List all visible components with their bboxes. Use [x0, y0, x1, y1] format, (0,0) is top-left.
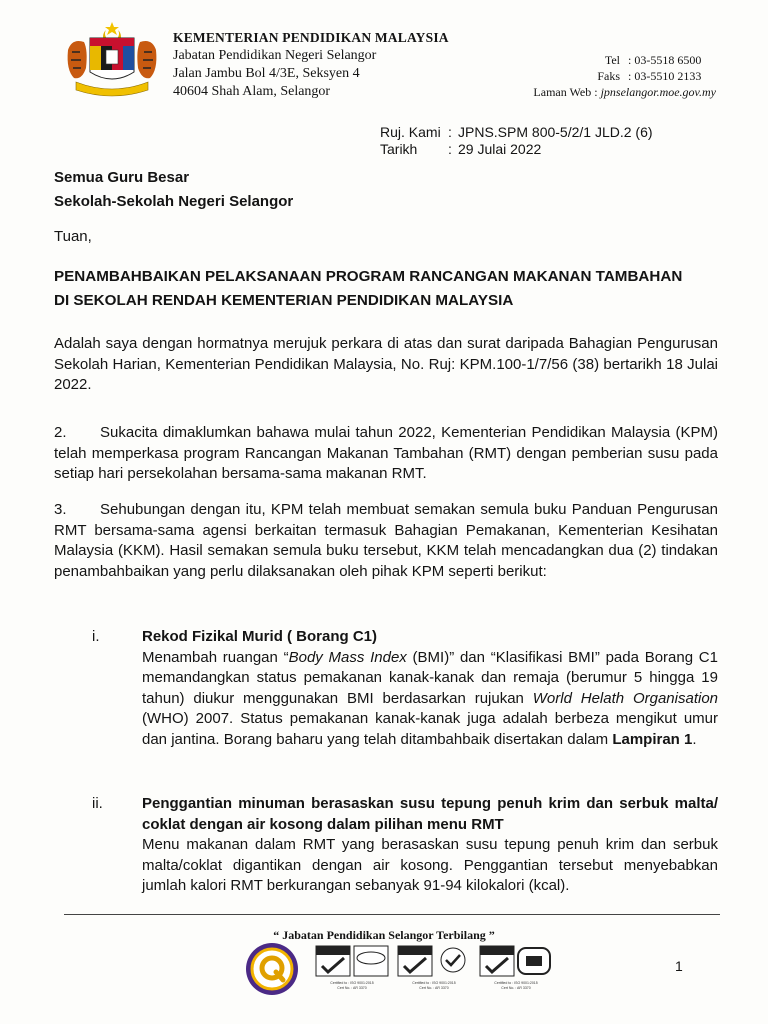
coat-of-arms-logo — [62, 20, 162, 98]
list-item-heading: Rekod Fizikal Murid ( Borang C1) — [142, 628, 378, 645]
paragraph-3 — [54, 500, 718, 582]
list-item — [92, 794, 718, 897]
cert-caption: Cert No. : AR 3370 — [501, 986, 531, 990]
certification-badge — [478, 944, 554, 994]
cert-caption: Certified to : ISO 9001:2015 — [494, 981, 538, 985]
web-link[interactable]: jpnselangor.moe.gov.my — [600, 85, 716, 99]
ministry-name: KEMENTERIAN PENDIDIKAN MALAYSIA — [173, 30, 449, 45]
list-item-number: ii. — [92, 795, 103, 812]
certification-badge — [314, 944, 390, 994]
paragraph-2 — [54, 423, 718, 485]
body-text: (BMI)” dan “Klasifikasi BMI” pada Borang C1 memandangkan status pemakanan kanak-kanak dan remaja (berumur 5 hingga 19 tahun) diukur menggunakan BMI berdasarkan rujukan — [142, 648, 718, 707]
quality-q-logo — [245, 942, 299, 996]
reference-block — [380, 124, 653, 158]
fax-label: Faks — [597, 69, 620, 83]
certification-badge — [396, 944, 472, 994]
list-item-number: i. — [92, 628, 100, 645]
paragraph-text: Sehubungan dengan itu, KPM telah membuat semakan semula buku Panduan Pengurusan RMT bersama-sama agensi berkaitan termasuk Bahagian Pemakanan, Kementerian Kesihatan Malaysia (KKM). Hasil semakan semula buku tersebut, KKM telah mencadangkan dua (2) tindakan penambahbaikan yang perlu dilaksanakan oleh pihak KPM seperti berikut: — [54, 501, 718, 580]
cert-caption: Certified to : ISO 9001:2015 — [412, 981, 456, 985]
tel-row — [533, 52, 716, 68]
paragraph-text: Sukacita dimaklumkan bahawa mulai tahun 2022, Kementerian Pendidikan Malaysia (KPM) telah memperkasa program Rancangan Makanan Tambahan (RMT) dengan pemberian susu pada setiap hari persekolahan bersama-sama makanan RMT. — [54, 424, 718, 482]
body-text: Menambah ruangan “ — [142, 648, 289, 666]
letterhead-contact — [533, 52, 716, 100]
letter-subject — [54, 265, 722, 313]
footer-motto: “ Jabatan Pendidikan Selangor Terbilang ” — [273, 928, 495, 942]
department-name: Jabatan Pendidikan Negeri Selangor — [173, 48, 377, 63]
body-text-italic: Body Mass Index — [288, 648, 407, 666]
ref-value: JPNS.SPM 800-5/2/1 JLD.2 (6) — [458, 124, 653, 140]
date-sep: : — [448, 141, 452, 157]
paragraph-number: 3. — [54, 501, 67, 518]
recipient-line: Semua Guru Besar — [54, 169, 190, 186]
letterhead-organisation — [173, 29, 449, 101]
fax-value: : 03-5510 2133 — [628, 69, 702, 83]
cert-caption: Cert No. : AR 3370 — [419, 986, 449, 990]
list-item-heading: Penggantian minuman berasaskan susu tepung penuh krim dan serbuk malta/ coklat dengan air kosong dalam pilihan menu RMT — [142, 795, 718, 833]
tel-value: : 03-5518 6500 — [628, 53, 702, 67]
web-separator: : — [591, 85, 601, 99]
list-item-body — [142, 648, 718, 751]
recipient-line: Sekolah-Sekolah Negeri Selangor — [54, 193, 294, 210]
recipient-block — [54, 166, 293, 214]
subject-line: PENAMBAHBAIKAN PELAKSANAAN PROGRAM RANCANGAN MAKANAN TAMBAHAN — [54, 268, 683, 285]
fax-row — [533, 68, 716, 84]
web-row — [533, 84, 716, 100]
address-line: Jalan Jambu Bol 4/3E, Seksyen 4 — [173, 66, 360, 81]
cert-caption: Certified to : ISO 9001:2015 — [330, 981, 374, 985]
certification-logos — [314, 944, 554, 994]
date-value: 29 Julai 2022 — [458, 141, 542, 157]
list-item-body: Menu makanan dalam RMT yang berasaskan susu tepung penuh krim dan serbuk malta/coklat digantikan dengan air kosong. Penggantian tersebut menyebabkan jumlah kalori RMT berkurangan sebanyak 91-94 kilokalori (kcal). — [142, 836, 718, 894]
body-text: . — [692, 730, 697, 748]
paragraph-number: 2. — [54, 424, 67, 441]
body-text: (WHO) 2007. Status pemakanan kanak-kanak juga adalah berbeza mengikut umur dan jantina. Borang baharu yang telah ditambahbaik disertakan dalam — [142, 710, 718, 748]
cert-caption: Cert No. : AR 3370 — [337, 986, 367, 990]
subject-line: DI SEKOLAH RENDAH KEMENTERIAN PENDIDIKAN MALAYSIA — [54, 292, 514, 309]
salutation: Tuan, — [54, 228, 92, 245]
ref-sep: : — [448, 124, 452, 140]
attachment-reference: Lampiran 1 — [612, 730, 693, 748]
ref-label: Ruj. Kami — [380, 124, 441, 140]
web-label: Laman Web — [533, 85, 592, 99]
address-line: 40604 Shah Alam, Selangor — [173, 84, 331, 99]
date-label: Tarikh — [380, 141, 418, 157]
body-text-italic: World Helath Organisation — [532, 689, 719, 707]
page-number: 1 — [675, 958, 683, 974]
paragraph-1: Adalah saya dengan hormatnya merujuk perkara di atas dan surat daripada Bahagian Pengurusan Sekolah Harian, Kementerian Pendidikan Malaysia, No. Ruj: KPM.100-1/7/56 (38) bertarikh 18 Julai 2022. — [54, 335, 718, 393]
footer-divider — [64, 914, 720, 915]
list-item — [92, 627, 718, 750]
tel-label: Tel — [604, 53, 620, 67]
